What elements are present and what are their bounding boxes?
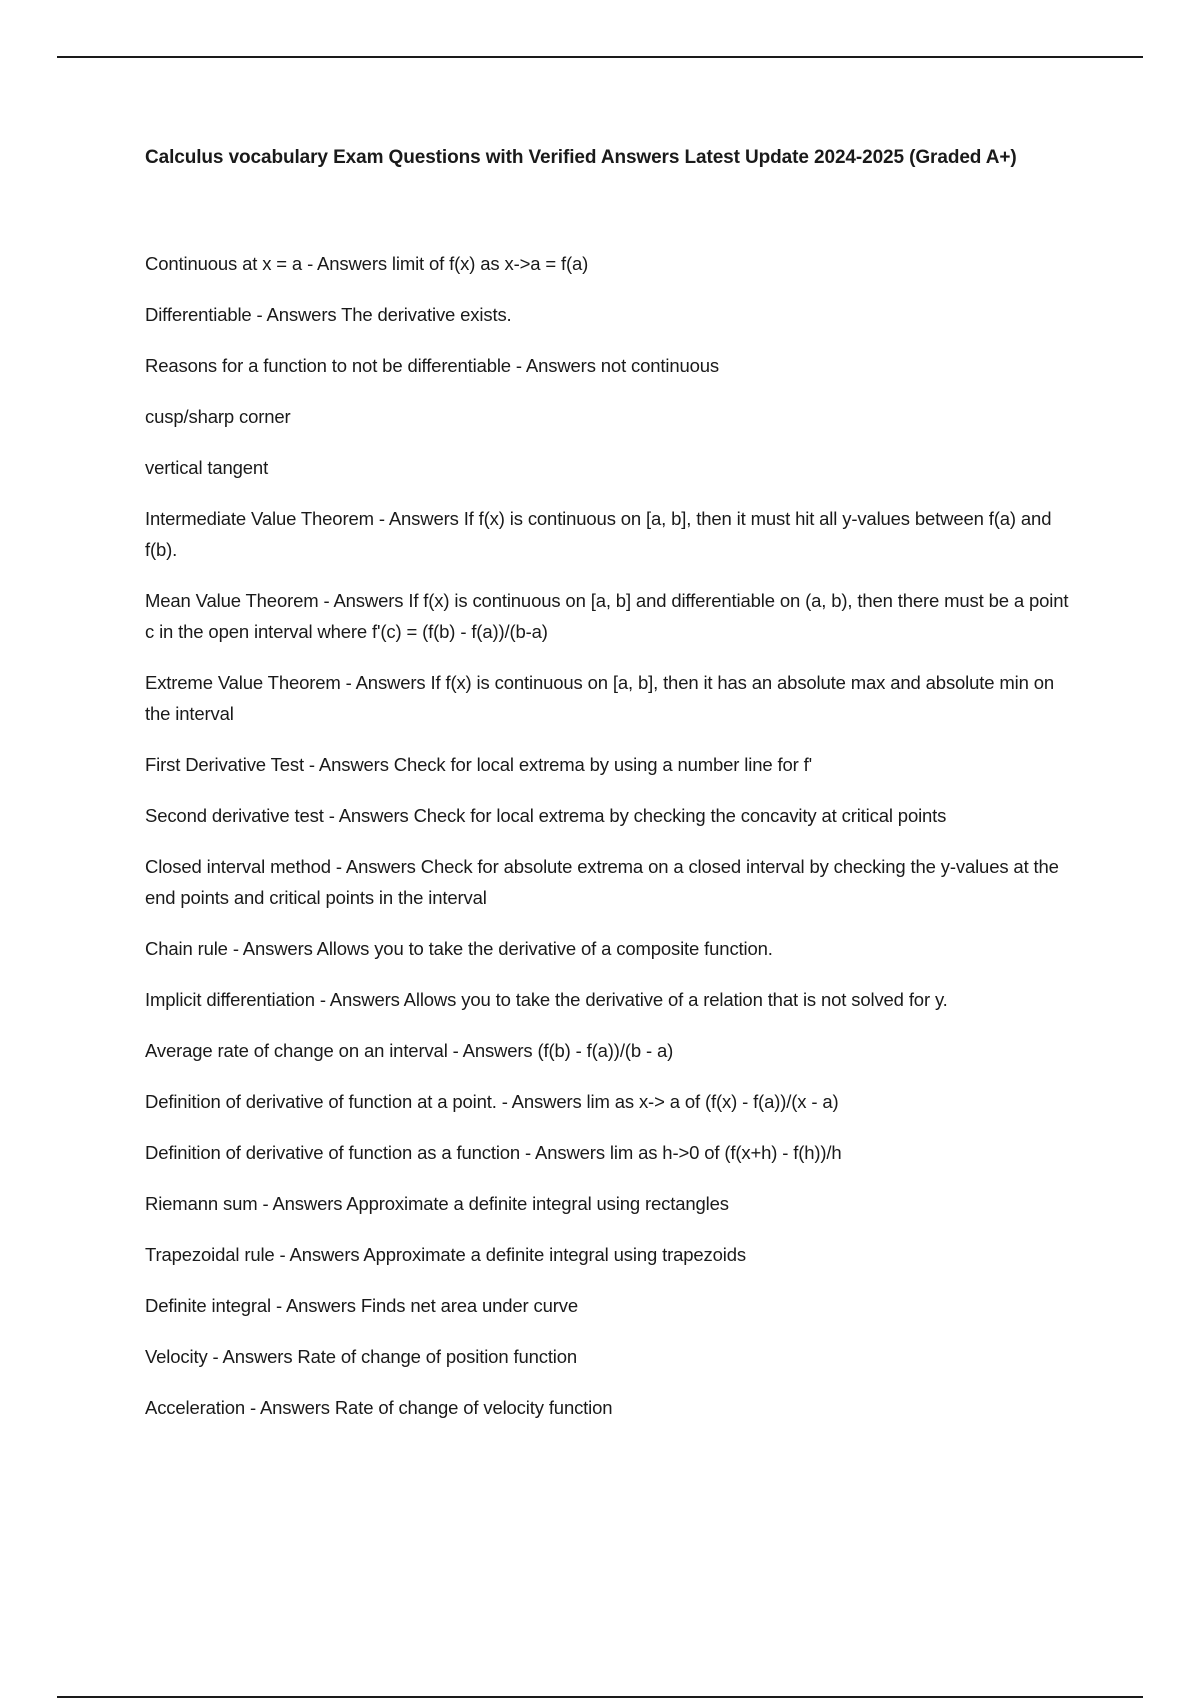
vocabulary-entry: Average rate of change on an interval - Answers (f(b) - f(a))/(b - a) xyxy=(145,1040,674,1061)
bottom-divider xyxy=(57,1696,1143,1698)
vocabulary-entry: Intermediate Value Theorem - Answers If f(x) is continuous on [a, b], then it must hit all y-values between f(a) and f(b). xyxy=(145,508,1052,560)
vocabulary-entry: Definition of derivative of function as a function - Answers lim as h->0 of (f(x+h) - f(h))/h xyxy=(145,1142,842,1163)
vocabulary-entry: Second derivative test - Answers Check for local extrema by checking the concavity at critical points xyxy=(145,805,947,826)
vocabulary-entry: Continuous at x = a - Answers limit of f(x) as x->a = f(a) xyxy=(145,253,589,274)
vocabulary-entry: Chain rule - Answers Allows you to take the derivative of a composite function. xyxy=(145,938,773,959)
vocabulary-entry: cusp/sharp corner xyxy=(145,406,291,427)
vocabulary-entry: Reasons for a function to not be differentiable - Answers not continuous xyxy=(145,355,720,376)
vocabulary-entry: Velocity - Answers Rate of change of position function xyxy=(145,1346,578,1367)
vocabulary-list xyxy=(145,248,1075,1443)
vocabulary-entry: Extreme Value Theorem - Answers If f(x) is continuous on [a, b], then it has an absolute max and absolute min on the interval xyxy=(145,672,1055,724)
vocabulary-entry: Acceleration - Answers Rate of change of velocity function xyxy=(145,1397,613,1418)
vocabulary-entry: Closed interval method - Answers Check for absolute extrema on a closed interval by checking the y-values at the end points and critical points in the interval xyxy=(145,856,1059,908)
top-divider xyxy=(57,56,1143,58)
vocabulary-entry: Definition of derivative of function at a point. - Answers lim as x-> a of (f(x) - f(a))/(x - a) xyxy=(145,1091,839,1112)
document-title: Calculus vocabulary Exam Questions with Verified Answers Latest Update 2024-2025 (Graded A+) xyxy=(145,147,1017,168)
vocabulary-entry: Differentiable - Answers The derivative exists. xyxy=(145,304,512,325)
vocabulary-entry: First Derivative Test - Answers Check for local extrema by using a number line for f' xyxy=(145,754,812,775)
vocabulary-entry: Definite integral - Answers Finds net area under curve xyxy=(145,1295,579,1316)
vocabulary-entry: vertical tangent xyxy=(145,457,269,478)
vocabulary-entry: Mean Value Theorem - Answers If f(x) is continuous on [a, b] and differentiable on (a, b), then there must be a point c in the open interval where f'(c) = (f(b) - f(a))/(b-a) xyxy=(145,590,1069,642)
vocabulary-entry: Trapezoidal rule - Answers Approximate a definite integral using trapezoids xyxy=(145,1244,746,1265)
vocabulary-entry: Riemann sum - Answers Approximate a definite integral using rectangles xyxy=(145,1193,729,1214)
vocabulary-entry: Implicit differentiation - Answers Allows you to take the derivative of a relation that is not solved for y. xyxy=(145,989,948,1010)
